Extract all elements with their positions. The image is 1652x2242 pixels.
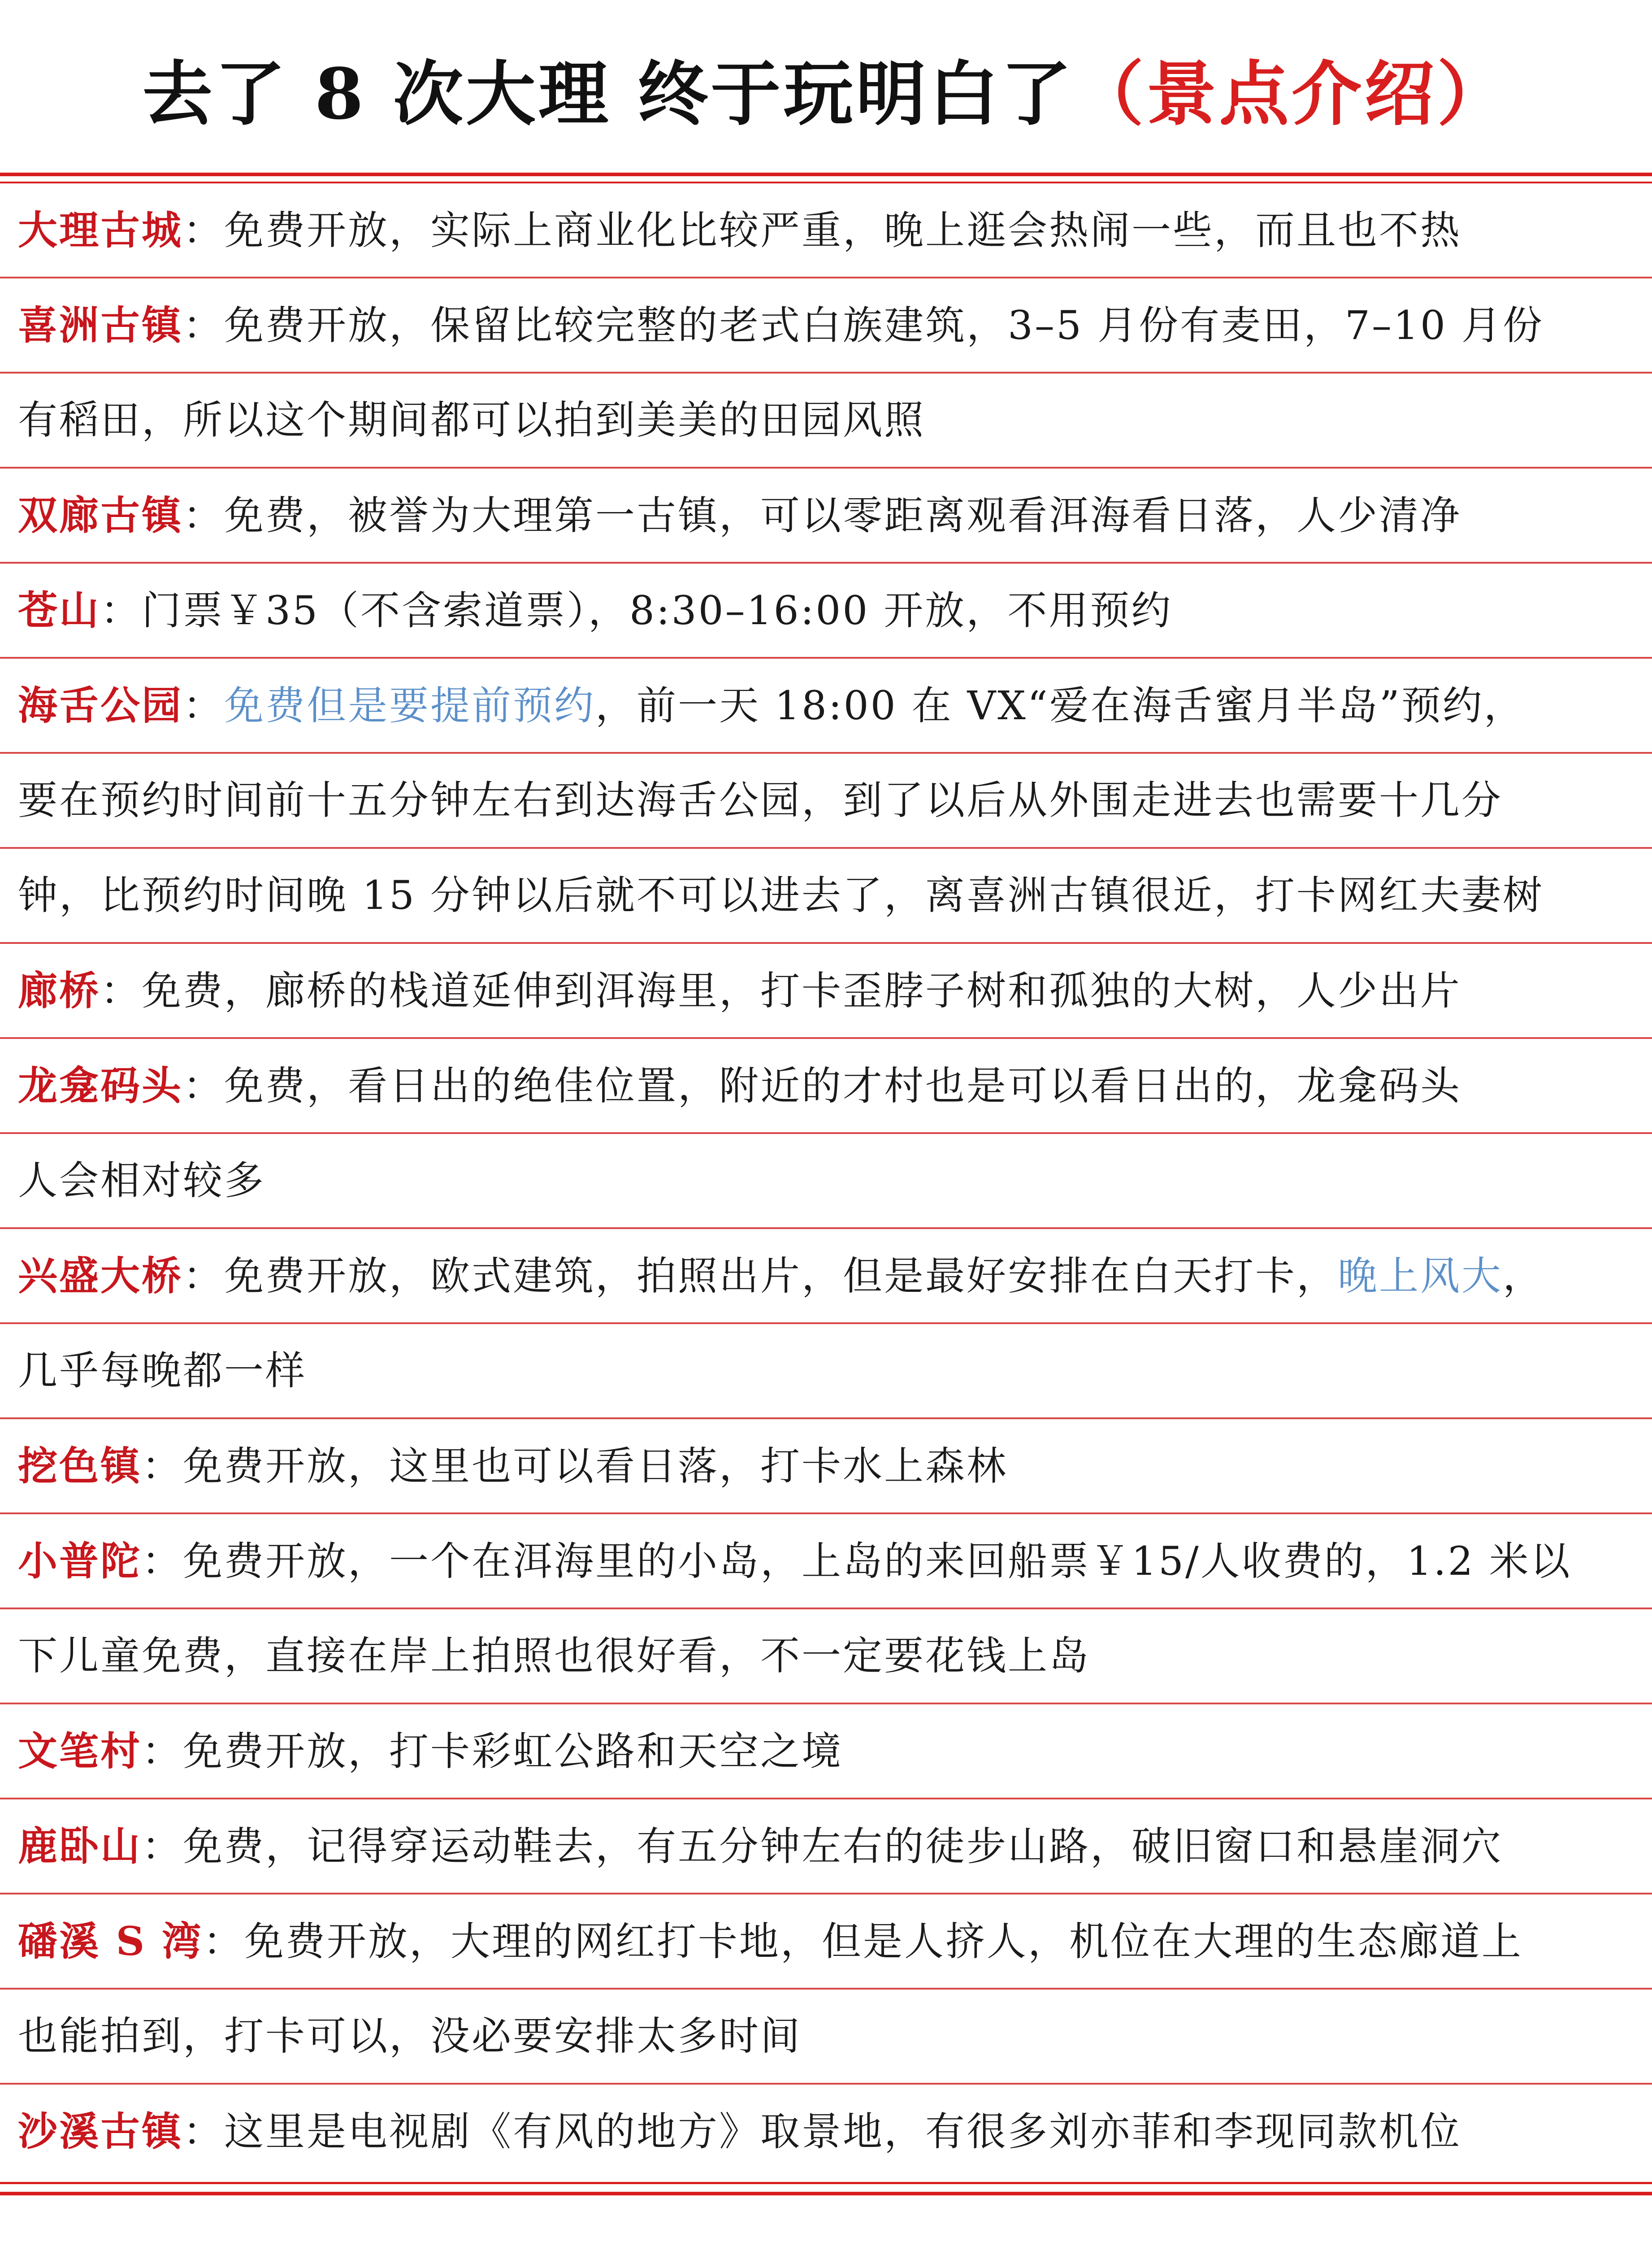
list-line — [0, 564, 1652, 659]
list-line — [0, 469, 1652, 564]
bottom-divider-thin — [0, 2182, 1652, 2184]
separator: ： — [183, 1063, 225, 1109]
separator: ： — [183, 2108, 225, 2155]
list-line — [0, 2085, 1652, 2180]
attraction-name: 双廊古镇 — [18, 492, 183, 539]
attraction-text: 免费开放，这里也可以看日落，打卡水上森林 — [183, 1443, 1008, 1489]
attraction-text: 免费开放，打卡彩虹公路和天空之境 — [183, 1728, 843, 1774]
attraction-name: 龙龛码头 — [18, 1062, 183, 1109]
separator: ： — [183, 207, 225, 253]
attraction-text: 这里是电视剧《有风的地方》取景地，有很多刘亦菲和李现同款机位 — [224, 2108, 1462, 2155]
highlight-text: 晚上风大 — [1338, 1253, 1503, 1299]
list-line — [0, 1799, 1652, 1894]
list-line — [0, 1990, 1652, 2085]
separator: ： — [183, 492, 225, 539]
attraction-text: 钟，比预约时间晚 15 分钟以后就不可以进去了，离喜洲古镇很近，打卡网红夫妻树 — [18, 872, 1544, 918]
title-accent: （景点介绍） — [1074, 53, 1510, 135]
attraction-text: ，前一天 18:00 在 VX“爱在海舌蜜月半岛”预约， — [595, 682, 1525, 729]
list-line — [0, 278, 1652, 374]
list-line — [0, 374, 1652, 469]
attraction-name: 喜洲古镇 — [18, 302, 183, 348]
attraction-text: 免费开放，欧式建筑，拍照出片，但是最好安排在白天打卡， — [224, 1253, 1338, 1299]
attraction-name: 沙溪古镇 — [18, 2108, 183, 2155]
attraction-name: 廊桥 — [18, 967, 101, 1014]
list-line — [0, 849, 1652, 944]
attraction-text: 人会相对较多 — [18, 1157, 266, 1204]
attraction-name: 挖色镇 — [18, 1443, 142, 1489]
attraction-text: 免费，廊桥的栈道延伸到洱海里，打卡歪脖子树和孤独的大树，人少出片 — [142, 968, 1462, 1014]
top-divider-thick — [0, 173, 1652, 176]
page-title — [0, 49, 1652, 139]
attraction-text: 下儿童免费，直接在岸上拍照也很好看，不一定要花钱上岛 — [18, 1633, 1091, 1679]
separator: ： — [183, 302, 225, 348]
separator: ： — [100, 587, 142, 634]
attraction-name: 大理古城 — [18, 207, 183, 253]
title-main: 去了 8 次大理 终于玩明白了 — [142, 53, 1074, 135]
attraction-text: 免费开放，实际上商业化比较严重，晚上逛会热闹一些，而且也不热 — [224, 207, 1462, 253]
attraction-text: 免费，看日出的绝佳位置，附近的才村也是可以看日出的，龙龛码头 — [224, 1063, 1462, 1109]
list-line — [0, 1419, 1652, 1514]
separator: ： — [142, 1443, 183, 1489]
list-line — [0, 1894, 1652, 1990]
attraction-name: 文笔村 — [18, 1728, 142, 1774]
attraction-text: 免费，被誉为大理第一古镇，可以零距离观看洱海看日落，人少清净 — [224, 492, 1462, 539]
list-line — [0, 1704, 1652, 1799]
list-line — [0, 1134, 1652, 1229]
list-line — [0, 1324, 1652, 1419]
attraction-text: 免费，记得穿运动鞋去，有五分钟左右的徒步山路，破旧窗口和悬崖洞穴 — [183, 1823, 1503, 1869]
list-line — [0, 1514, 1652, 1609]
list-line — [0, 1229, 1652, 1324]
attraction-name: 鹿卧山 — [18, 1823, 142, 1869]
list-line — [0, 183, 1652, 278]
separator: ： — [183, 1253, 225, 1299]
attraction-name: 小普陀 — [18, 1538, 142, 1584]
attraction-text: 免费开放，一个在洱海里的小岛，上岛的来回船票￥15/人收费的，1.2 米以 — [183, 1538, 1572, 1584]
attraction-name: 磻溪 S 湾 — [18, 1918, 203, 1964]
list-line — [0, 1039, 1652, 1134]
list-line — [0, 659, 1652, 754]
attraction-name: 苍山 — [18, 587, 101, 634]
attraction-text: 有稻田，所以这个期间都可以拍到美美的田园风照 — [18, 397, 926, 443]
attraction-text: 门票￥35（不含索道票），8:30–16:00 开放，不用预约 — [142, 587, 1173, 634]
bottom-divider-thick — [0, 2192, 1652, 2195]
attraction-list — [0, 183, 1652, 2180]
separator: ： — [203, 1918, 244, 1964]
list-line — [0, 1609, 1652, 1704]
attraction-name: 兴盛大桥 — [18, 1252, 183, 1299]
attraction-text: 免费开放，保留比较完整的老式白族建筑，3–5 月份有麦田，7–10 月份 — [224, 302, 1544, 348]
separator: ： — [142, 1728, 183, 1774]
highlight-text: 免费但是要提前预约 — [224, 682, 596, 729]
attraction-text: 几乎每晚都一样 — [18, 1347, 307, 1394]
attraction-text-end: ， — [1503, 1253, 1544, 1299]
separator: ： — [183, 682, 225, 729]
attraction-text: 免费开放，大理的网红打卡地，但是人挤人，机位在大理的生态廊道上 — [244, 1918, 1523, 1964]
attraction-name: 海舌公园 — [18, 682, 183, 729]
list-line — [0, 944, 1652, 1039]
separator: ： — [142, 1538, 183, 1584]
separator: ： — [142, 1823, 183, 1869]
list-line — [0, 754, 1652, 849]
attraction-text: 要在预约时间前十五分钟左右到达海舌公园，到了以后从外围走进去也需要十几分 — [18, 777, 1503, 823]
separator: ： — [100, 968, 142, 1014]
attraction-text: 也能拍到，打卡可以，没必要安排太多时间 — [18, 2013, 802, 2059]
